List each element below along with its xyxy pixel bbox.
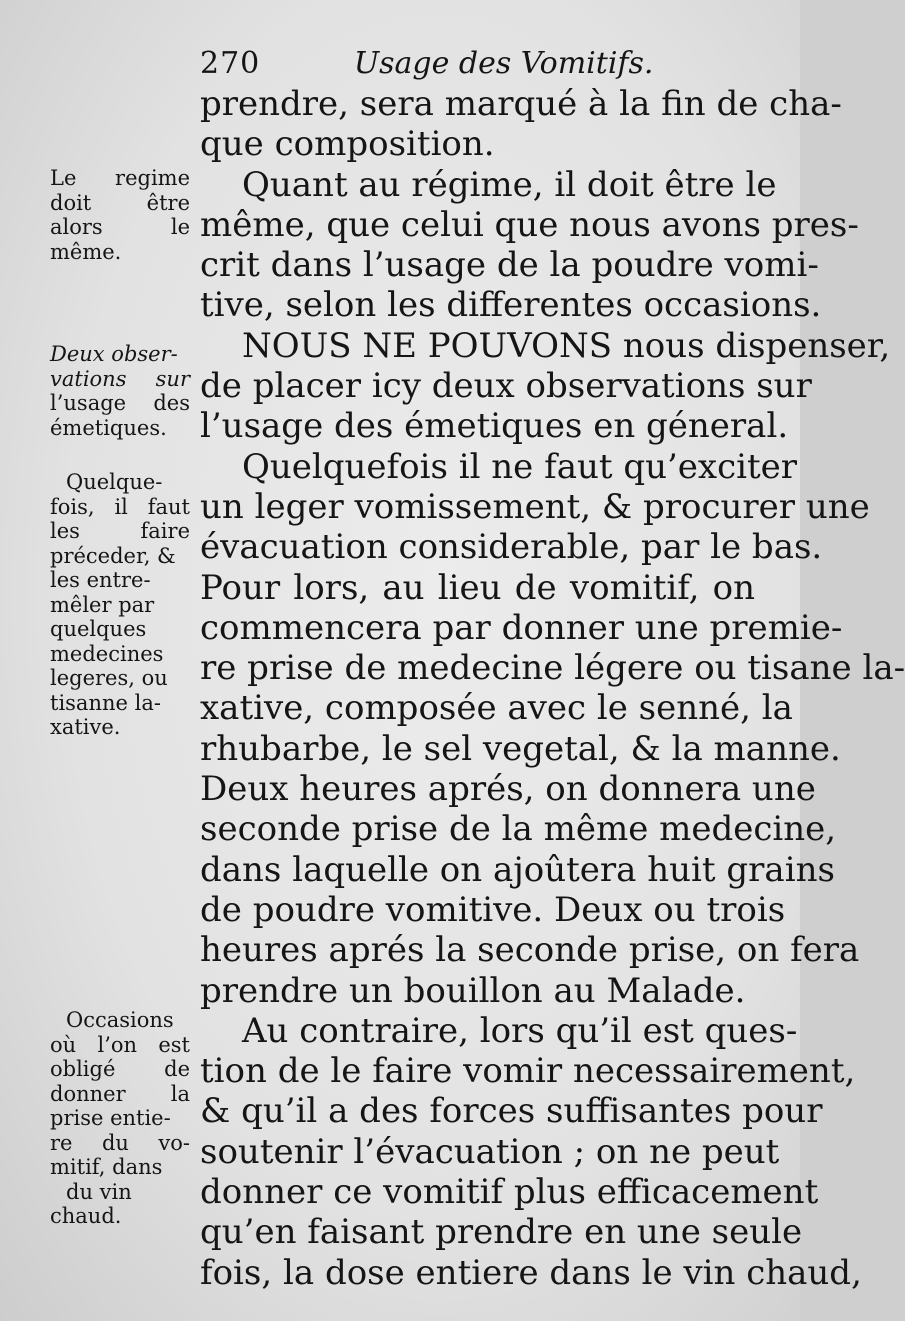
text-line: tion de le faire vomir necessairement, bbox=[200, 1051, 856, 1092]
margin-note-line: obligé de bbox=[50, 1057, 190, 1081]
text-line: Quelquefois il ne faut qu’exciter bbox=[242, 446, 798, 487]
margin-note-line: les faire bbox=[50, 519, 190, 543]
text-line: Pour lors, au lieu de vomitif, on bbox=[200, 567, 755, 608]
text-line: de poudre vomitive. Deux ou trois bbox=[200, 889, 786, 930]
text-line: évacuation considerable, par le bas. bbox=[200, 527, 823, 568]
margin-note-line: émetiques. bbox=[50, 415, 167, 440]
text-line: prendre un bouillon au Malade. bbox=[200, 970, 746, 1011]
text-line: fois, la dose entiere dans le vin chaud, bbox=[200, 1252, 862, 1293]
margin-note-line: legeres, ou bbox=[50, 666, 168, 690]
margin-note-occasions bbox=[50, 1008, 190, 1229]
margin-note-line: chaud. bbox=[50, 1204, 122, 1228]
text-line: un leger vomissement, & procurer une bbox=[200, 486, 870, 527]
text-line: prendre, sera marqué à la fin de cha- bbox=[200, 84, 842, 124]
margin-note-line: donner la bbox=[50, 1081, 190, 1106]
text-line: que composition. bbox=[200, 124, 495, 165]
margin-note-line: mêler par bbox=[50, 592, 155, 617]
text-line: soutenir l’évacuation ; on ne peut bbox=[200, 1131, 780, 1172]
margin-note-line: Le regime bbox=[50, 166, 190, 190]
margin-note-line: vations sur bbox=[50, 366, 190, 391]
margin-note-quelquefois bbox=[50, 470, 190, 740]
text-line: seconde prise de la même medecine, bbox=[200, 809, 837, 850]
margin-note-line: même. bbox=[50, 239, 122, 264]
margin-note-line: les entre- bbox=[50, 568, 151, 592]
text-line: donner ce vomitif plus efficacement bbox=[200, 1172, 819, 1213]
margin-note-line: alors le bbox=[50, 215, 190, 239]
text-line: dans laquelle on ajoûtera huit grains bbox=[200, 849, 835, 890]
text-line: qu’en faisant prendre en une seule bbox=[200, 1212, 803, 1253]
text-line: crit dans l’usage de la poudre vomi- bbox=[200, 245, 819, 286]
text-line: tive, selon les differentes occasions. bbox=[200, 285, 822, 326]
text-line: de placer icy deux observations sur bbox=[200, 366, 812, 407]
margin-note-line: l’usage des bbox=[50, 391, 190, 415]
margin-note-line: xative. bbox=[50, 715, 121, 739]
margin-note-regime bbox=[50, 166, 190, 264]
text-line: rhubarbe, le sel vegetal, & la manne. bbox=[200, 728, 841, 769]
margin-note-line: où l’on est bbox=[50, 1032, 190, 1057]
text-line: NOUS NE POUVONS nous dispenser, bbox=[242, 325, 891, 366]
text-line: l’usage des émetiques en géneral. bbox=[200, 406, 789, 447]
margin-note-line: fois, il faut bbox=[50, 494, 190, 519]
margin-note-line: re du vo- bbox=[50, 1130, 190, 1155]
margin-note-line: quelques bbox=[50, 617, 147, 641]
text-line: xative, composée avec le senné, la bbox=[200, 688, 793, 729]
running-title: Usage des Vomitifs. bbox=[353, 46, 654, 81]
margin-note-line: Occasions bbox=[66, 1008, 174, 1032]
margin-note-line: Deux obser- bbox=[50, 342, 178, 366]
page-header bbox=[200, 44, 653, 84]
margin-note-line: du vin bbox=[66, 1179, 132, 1204]
text-line: & qu’il a des forces suffisantes pour bbox=[200, 1091, 823, 1132]
text-line: Quant au régime, il doit être le bbox=[242, 164, 777, 205]
page-number: 270 bbox=[200, 46, 261, 81]
margin-note-line: prise entie- bbox=[50, 1106, 171, 1130]
text-line: re prise de medecine légere ou tisane la- bbox=[200, 648, 905, 689]
margin-note-observations bbox=[50, 342, 190, 440]
margin-note-line: tisanne la- bbox=[50, 690, 161, 715]
margin-note-line: doit être bbox=[50, 190, 190, 215]
margin-note-line: medecines bbox=[50, 641, 164, 666]
margin-note-line: Quelque- bbox=[66, 470, 163, 494]
margin-note-line: préceder, & bbox=[50, 543, 176, 568]
text-line: même, que celui que nous avons pres- bbox=[200, 204, 859, 245]
text-line: commencera par donner une premie- bbox=[200, 607, 843, 648]
main-text-block bbox=[200, 84, 905, 1293]
margin-note-line: mitif, dans bbox=[50, 1155, 163, 1179]
text-line: Deux heures aprés, on donnera une bbox=[200, 769, 816, 810]
text-line: Au contraire, lors qu’il est ques- bbox=[242, 1010, 798, 1051]
text-line: heures aprés la seconde prise, on fera bbox=[200, 930, 860, 971]
